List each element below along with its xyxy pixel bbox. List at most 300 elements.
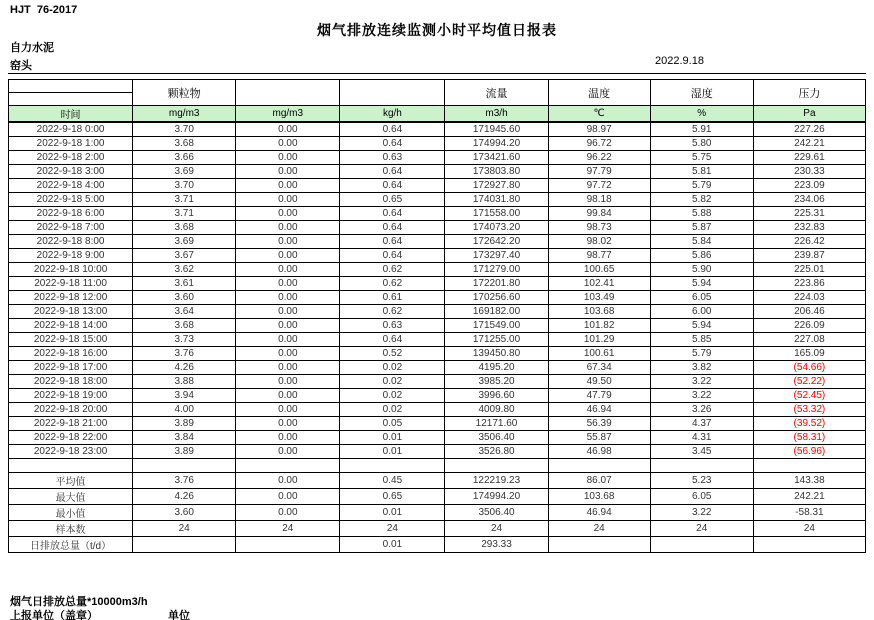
value-cell: 4.37: [650, 416, 753, 430]
data-row: [9, 164, 866, 178]
header-flow: 流量: [445, 80, 548, 106]
row-label-cell: 2022-9-18 22:00: [9, 430, 133, 444]
spacer-row: [9, 458, 866, 472]
value-cell: 0.02: [340, 360, 445, 374]
value-cell: 173297.40: [445, 248, 548, 262]
value-cell: 0.00: [236, 122, 340, 136]
value-cell: 0.62: [340, 276, 445, 290]
value-cell: 103.68: [548, 488, 650, 504]
value-cell: 101.29: [548, 332, 650, 346]
group-header-row: [9, 80, 866, 93]
summary-row: [9, 520, 866, 536]
value-cell: 0.45: [340, 472, 445, 488]
value-cell: 56.39: [548, 416, 650, 430]
value-cell: 0.00: [236, 430, 340, 444]
row-label-cell: 2022-9-18 9:00: [9, 248, 133, 262]
value-cell: [133, 458, 236, 472]
value-cell: 223.09: [753, 178, 865, 192]
row-label-cell: 2022-9-18 17:00: [9, 360, 133, 374]
value-cell: 0.05: [340, 416, 445, 430]
value-cell: 98.77: [548, 248, 650, 262]
value-cell: [236, 458, 340, 472]
value-cell: 0.64: [340, 136, 445, 150]
row-label-cell: 平均值: [9, 472, 133, 488]
value-cell: 0.00: [236, 192, 340, 206]
value-cell: (52.22): [753, 374, 865, 388]
row-label-cell: 2022-9-18 7:00: [9, 220, 133, 234]
value-cell: 24: [445, 520, 548, 536]
value-cell: 0.00: [236, 374, 340, 388]
value-cell: 3.61: [133, 276, 236, 290]
value-cell: 102.41: [548, 276, 650, 290]
value-cell: 0.64: [340, 248, 445, 262]
value-cell: 3.68: [133, 136, 236, 150]
value-cell: -58.31: [753, 504, 865, 520]
value-cell: 98.73: [548, 220, 650, 234]
header-blank-1: [236, 80, 340, 106]
unit-m3h: m3/h: [445, 106, 548, 123]
data-row: [9, 332, 866, 346]
data-row: [9, 360, 866, 374]
value-cell: 5.94: [650, 318, 753, 332]
value-cell: 225.01: [753, 262, 865, 276]
value-cell: [548, 458, 650, 472]
row-label-cell: 2022-9-18 2:00: [9, 150, 133, 164]
value-cell: 5.80: [650, 136, 753, 150]
value-cell: 5.79: [650, 346, 753, 360]
value-cell: 6.00: [650, 304, 753, 318]
value-cell: 0.00: [236, 178, 340, 192]
row-label-cell: 2022-9-18 5:00: [9, 192, 133, 206]
value-cell: [445, 458, 548, 472]
row-label-cell: 日排放总量（t/d）: [9, 536, 133, 552]
value-cell: 0.52: [340, 346, 445, 360]
value-cell: (54.66): [753, 360, 865, 374]
value-cell: 3.68: [133, 220, 236, 234]
value-cell: 232.83: [753, 220, 865, 234]
value-cell: 3.70: [133, 178, 236, 192]
value-cell: 46.94: [548, 402, 650, 416]
value-cell: 46.98: [548, 444, 650, 458]
value-cell: 3.64: [133, 304, 236, 318]
value-cell: [133, 536, 236, 552]
value-cell: 96.72: [548, 136, 650, 150]
value-cell: 234.06: [753, 192, 865, 206]
header-particulate: 颗粒物: [133, 80, 236, 106]
value-cell: 171945.60: [445, 122, 548, 136]
row-label-cell: 2022-9-18 16:00: [9, 346, 133, 360]
value-cell: 174031.80: [445, 192, 548, 206]
value-cell: 6.05: [650, 488, 753, 504]
row-label-cell: 2022-9-18 4:00: [9, 178, 133, 192]
value-cell: 3.73: [133, 332, 236, 346]
value-cell: 3.84: [133, 430, 236, 444]
value-cell: 173803.80: [445, 164, 548, 178]
value-cell: 55.87: [548, 430, 650, 444]
value-cell: 0.64: [340, 164, 445, 178]
value-cell: 170256.60: [445, 290, 548, 304]
value-cell: 3.76: [133, 472, 236, 488]
value-cell: 0.00: [236, 150, 340, 164]
value-cell: [753, 458, 865, 472]
value-cell: 206.46: [753, 304, 865, 318]
value-cell: 103.68: [548, 304, 650, 318]
doc-code: HJT 76-2017: [10, 4, 78, 16]
value-cell: 3.94: [133, 388, 236, 402]
row-label-cell: 2022-9-18 0:00: [9, 122, 133, 136]
data-row: [9, 416, 866, 430]
data-row: [9, 262, 866, 276]
header-temperature: 温度: [548, 80, 650, 106]
value-cell: [650, 458, 753, 472]
value-cell: 101.82: [548, 318, 650, 332]
value-cell: 165.09: [753, 346, 865, 360]
value-cell: 0.64: [340, 206, 445, 220]
value-cell: 242.21: [753, 136, 865, 150]
value-cell: 0.62: [340, 262, 445, 276]
header-humidity: 湿度: [650, 80, 753, 106]
data-row: [9, 430, 866, 444]
row-label-cell: 2022-9-18 1:00: [9, 136, 133, 150]
row-label-cell: 2022-9-18 6:00: [9, 206, 133, 220]
footnote-report-unit: 上报单位（盖章）: [10, 610, 98, 620]
value-cell: 3.69: [133, 234, 236, 248]
value-cell: 3.71: [133, 192, 236, 206]
data-row: [9, 206, 866, 220]
value-cell: 227.26: [753, 122, 865, 136]
row-label-cell: 2022-9-18 23:00: [9, 444, 133, 458]
value-cell: 0.00: [236, 290, 340, 304]
value-cell: 3.89: [133, 416, 236, 430]
value-cell: 3.88: [133, 374, 236, 388]
data-row: [9, 388, 866, 402]
row-label-cell: 2022-9-18 12:00: [9, 290, 133, 304]
value-cell: 174994.20: [445, 488, 548, 504]
value-cell: 100.65: [548, 262, 650, 276]
data-row: [9, 374, 866, 388]
value-cell: 3.67: [133, 248, 236, 262]
value-cell: 3.26: [650, 402, 753, 416]
value-cell: 5.86: [650, 248, 753, 262]
value-cell: 171558.00: [445, 206, 548, 220]
data-row: [9, 234, 866, 248]
value-cell: 5.84: [650, 234, 753, 248]
value-cell: 173421.60: [445, 150, 548, 164]
value-cell: 24: [650, 520, 753, 536]
value-cell: 171255.00: [445, 332, 548, 346]
value-cell: 24: [340, 520, 445, 536]
value-cell: 0.64: [340, 234, 445, 248]
unit-mgm3-1: mg/m3: [133, 106, 236, 123]
value-cell: 3.22: [650, 388, 753, 402]
value-cell: 3.60: [133, 290, 236, 304]
report-table: [8, 79, 866, 553]
unit-mgm3-2: mg/m3: [236, 106, 340, 123]
data-row: [9, 444, 866, 458]
row-label-cell: 最大值: [9, 488, 133, 504]
value-cell: 3985.20: [445, 374, 548, 388]
value-cell: 5.79: [650, 178, 753, 192]
value-cell: 5.85: [650, 332, 753, 346]
divider-line: [8, 73, 866, 74]
value-cell: 3996.60: [445, 388, 548, 402]
value-cell: 5.94: [650, 276, 753, 290]
table-header: [9, 80, 866, 123]
value-cell: 3.60: [133, 504, 236, 520]
value-cell: 242.21: [753, 488, 865, 504]
value-cell: 3506.40: [445, 504, 548, 520]
value-cell: 97.79: [548, 164, 650, 178]
unit-time: 时间: [9, 106, 133, 123]
value-cell: [650, 536, 753, 552]
value-cell: 3.22: [650, 504, 753, 520]
value-cell: 0.02: [340, 402, 445, 416]
value-cell: 5.75: [650, 150, 753, 164]
value-cell: 86.07: [548, 472, 650, 488]
data-row: [9, 402, 866, 416]
value-cell: 5.91: [650, 122, 753, 136]
company-name: 自力水泥: [10, 42, 54, 54]
value-cell: 0.00: [236, 504, 340, 520]
value-cell: 229.61: [753, 150, 865, 164]
unit-pa: Pa: [753, 106, 865, 123]
value-cell: 0.61: [340, 290, 445, 304]
data-row: [9, 150, 866, 164]
value-cell: 103.49: [548, 290, 650, 304]
value-cell: [340, 458, 445, 472]
value-cell: (56.96): [753, 444, 865, 458]
value-cell: 4.31: [650, 430, 753, 444]
value-cell: 227.08: [753, 332, 865, 346]
value-cell: 0.62: [340, 304, 445, 318]
value-cell: 0.02: [340, 388, 445, 402]
value-cell: 24: [133, 520, 236, 536]
value-cell: 5.88: [650, 206, 753, 220]
data-row: [9, 248, 866, 262]
value-cell: 239.87: [753, 248, 865, 262]
value-cell: 230.33: [753, 164, 865, 178]
value-cell: 0.64: [340, 332, 445, 346]
value-cell: 225.31: [753, 206, 865, 220]
data-row: [9, 192, 866, 206]
row-label-cell: 最小值: [9, 504, 133, 520]
row-label-cell: 样本数: [9, 520, 133, 536]
value-cell: 100.61: [548, 346, 650, 360]
report-date: 2022.9.18: [655, 55, 704, 67]
value-cell: 0.00: [236, 402, 340, 416]
value-cell: 143.38: [753, 472, 865, 488]
value-cell: 99.84: [548, 206, 650, 220]
value-cell: 24: [236, 520, 340, 536]
value-cell: 0.00: [236, 206, 340, 220]
value-cell: [753, 536, 865, 552]
value-cell: [236, 536, 340, 552]
value-cell: 0.64: [340, 178, 445, 192]
value-cell: 5.87: [650, 220, 753, 234]
value-cell: 171549.00: [445, 318, 548, 332]
value-cell: 0.00: [236, 416, 340, 430]
unit-kgh: kg/h: [340, 106, 445, 123]
value-cell: 0.00: [236, 472, 340, 488]
row-label-cell: [9, 458, 133, 472]
value-cell: 0.00: [236, 304, 340, 318]
data-row: [9, 290, 866, 304]
row-label-cell: 2022-9-18 3:00: [9, 164, 133, 178]
value-cell: 98.97: [548, 122, 650, 136]
value-cell: 226.42: [753, 234, 865, 248]
value-cell: 0.00: [236, 276, 340, 290]
value-cell: 0.00: [236, 220, 340, 234]
value-cell: 3.62: [133, 262, 236, 276]
value-cell: 96.22: [548, 150, 650, 164]
value-cell: 3.68: [133, 318, 236, 332]
value-cell: 46.94: [548, 504, 650, 520]
value-cell: 171279.00: [445, 262, 548, 276]
value-cell: 67.34: [548, 360, 650, 374]
value-cell: 3.82: [650, 360, 753, 374]
summary-row: [9, 472, 866, 488]
value-cell: (52.45): [753, 388, 865, 402]
value-cell: (53.32): [753, 402, 865, 416]
value-cell: 0.01: [340, 536, 445, 552]
value-cell: 0.00: [236, 444, 340, 458]
value-cell: 0.65: [340, 488, 445, 504]
value-cell: 5.82: [650, 192, 753, 206]
value-cell: 0.00: [236, 136, 340, 150]
value-cell: (58.31): [753, 430, 865, 444]
row-label-cell: 2022-9-18 13:00: [9, 304, 133, 318]
value-cell: 5.90: [650, 262, 753, 276]
value-cell: 3.76: [133, 346, 236, 360]
value-cell: 0.00: [236, 262, 340, 276]
summary-row: [9, 536, 866, 552]
value-cell: 3.45: [650, 444, 753, 458]
value-cell: 0.00: [236, 360, 340, 374]
value-cell: 0.63: [340, 150, 445, 164]
value-cell: 0.00: [236, 346, 340, 360]
header-blank-2: [340, 80, 445, 106]
value-cell: 0.00: [236, 388, 340, 402]
value-cell: 0.00: [236, 234, 340, 248]
value-cell: 4.26: [133, 488, 236, 504]
row-label-cell: 2022-9-18 14:00: [9, 318, 133, 332]
row-label-cell: 2022-9-18 15:00: [9, 332, 133, 346]
value-cell: 3506.40: [445, 430, 548, 444]
row-label-cell: 2022-9-18 19:00: [9, 388, 133, 402]
row-label-cell: 2022-9-18 18:00: [9, 374, 133, 388]
value-cell: 4195.20: [445, 360, 548, 374]
value-cell: 3526.80: [445, 444, 548, 458]
row-label-cell: 2022-9-18 10:00: [9, 262, 133, 276]
summary-row: [9, 488, 866, 504]
value-cell: 3.89: [133, 444, 236, 458]
value-cell: 0.63: [340, 318, 445, 332]
value-cell: 6.05: [650, 290, 753, 304]
value-cell: 98.18: [548, 192, 650, 206]
value-cell: 0.00: [236, 164, 340, 178]
value-cell: 24: [548, 520, 650, 536]
value-cell: 3.22: [650, 374, 753, 388]
value-cell: 0.00: [236, 332, 340, 346]
row-label-cell: 2022-9-18 8:00: [9, 234, 133, 248]
station-name: 窑头: [10, 60, 32, 72]
value-cell: 97.72: [548, 178, 650, 192]
row-label-cell: 2022-9-18 11:00: [9, 276, 133, 290]
header-pressure: 压力: [753, 80, 865, 106]
unit-celsius: ℃: [548, 106, 650, 123]
value-cell: 0.64: [340, 122, 445, 136]
unit-percent: %: [650, 106, 753, 123]
value-cell: 172201.80: [445, 276, 548, 290]
value-cell: 3.71: [133, 206, 236, 220]
table-body: [9, 122, 866, 552]
data-row: [9, 318, 866, 332]
data-row: [9, 220, 866, 234]
value-cell: [548, 536, 650, 552]
value-cell: 0.01: [340, 504, 445, 520]
data-row: [9, 346, 866, 360]
value-cell: 224.03: [753, 290, 865, 304]
value-cell: 12171.60: [445, 416, 548, 430]
header-empty-top-cell: [9, 80, 133, 93]
value-cell: 0.00: [236, 488, 340, 504]
data-row: [9, 178, 866, 192]
value-cell: 0.00: [236, 318, 340, 332]
data-row: [9, 304, 866, 318]
value-cell: 47.79: [548, 388, 650, 402]
value-cell: 172642.20: [445, 234, 548, 248]
value-cell: 169182.00: [445, 304, 548, 318]
data-row: [9, 122, 866, 136]
value-cell: 3.69: [133, 164, 236, 178]
value-cell: 24: [753, 520, 865, 536]
row-label-cell: 2022-9-18 21:00: [9, 416, 133, 430]
value-cell: 172927.80: [445, 178, 548, 192]
value-cell: 4.00: [133, 402, 236, 416]
header-empty-bottom-cell: [9, 93, 133, 106]
value-cell: 0.01: [340, 444, 445, 458]
value-cell: 3.66: [133, 150, 236, 164]
value-cell: 0.01: [340, 430, 445, 444]
value-cell: 0.02: [340, 374, 445, 388]
value-cell: 0.65: [340, 192, 445, 206]
value-cell: 174994.20: [445, 136, 548, 150]
footnote-flow-total: 烟气日排放总量*10000m3/h: [10, 596, 148, 608]
value-cell: 174073.20: [445, 220, 548, 234]
value-cell: 293.33: [445, 536, 548, 552]
value-cell: 0.00: [236, 248, 340, 262]
data-row: [9, 136, 866, 150]
value-cell: 223.86: [753, 276, 865, 290]
data-row: [9, 276, 866, 290]
value-cell: 98.02: [548, 234, 650, 248]
value-cell: 4009.80: [445, 402, 548, 416]
value-cell: 226.09: [753, 318, 865, 332]
value-cell: 122219.23: [445, 472, 548, 488]
row-label-cell: 2022-9-18 20:00: [9, 402, 133, 416]
value-cell: 0.64: [340, 220, 445, 234]
units-row: [9, 106, 866, 123]
value-cell: 3.70: [133, 122, 236, 136]
value-cell: 5.23: [650, 472, 753, 488]
summary-row: [9, 504, 866, 520]
value-cell: 5.81: [650, 164, 753, 178]
value-cell: 139450.80: [445, 346, 548, 360]
footnote-unit: 单位: [168, 610, 190, 620]
report-title: 烟气排放连续监测小时平均值日报表: [317, 22, 557, 38]
value-cell: (39.52): [753, 416, 865, 430]
value-cell: 49.50: [548, 374, 650, 388]
